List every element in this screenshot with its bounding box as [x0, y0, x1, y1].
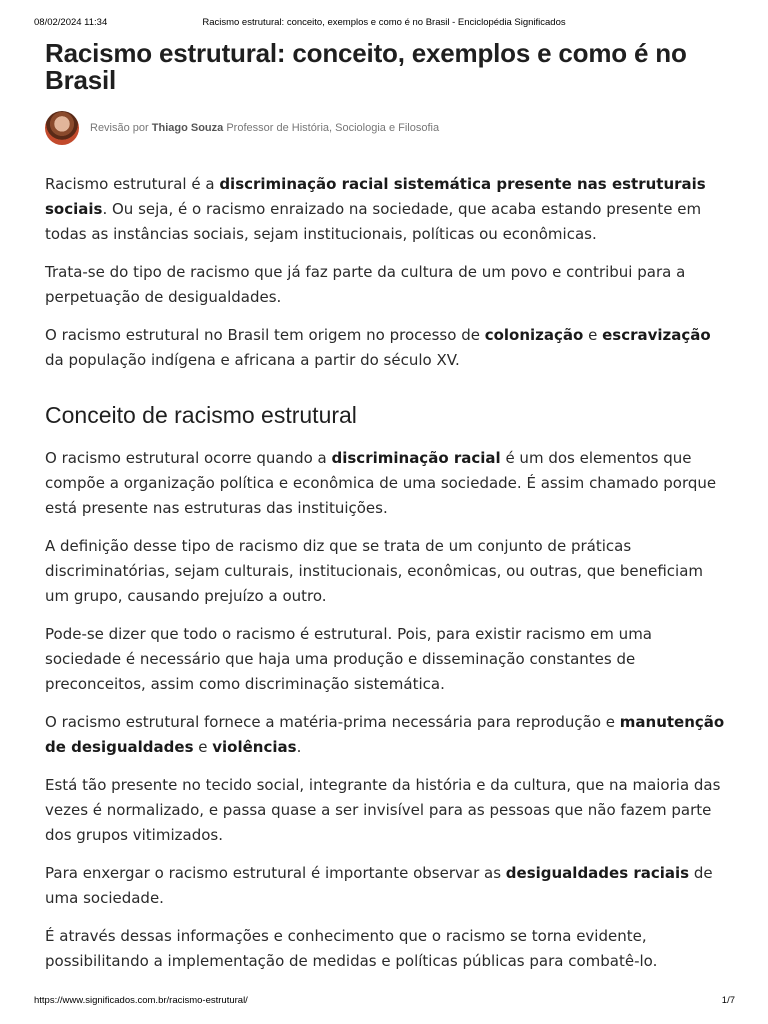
byline [45, 111, 730, 145]
paragraph: Racismo estrutural é a discriminação racial sistemática presente nas estruturais sociais. Ou seja, é o racismo enraizado na sociedade, que acaba estando presente em todas as instâncias sociais, sejam institucionais, políticas ou econômicas. [45, 175, 706, 243]
print-url: https://www.significados.com.br/racismo-estrutural/ [34, 995, 248, 1006]
article [45, 40, 730, 974]
print-date: 08/02/2024 11:34 [34, 17, 108, 28]
page-title: Racismo estrutural: conceito, exemplos e como é no Brasil [45, 38, 687, 95]
paragraph: O racismo estrutural no Brasil tem origem no processo de colonização e escravização da população indígena e africana a partir do século XV. [45, 326, 711, 369]
section-heading: Conceito de racismo estrutural [45, 402, 357, 428]
page-number: 1/7 [721, 995, 735, 1006]
paragraph: Para enxergar o racismo estrutural é importante observar as desigualdades raciais de uma sociedade. [45, 864, 713, 907]
article-body [45, 172, 730, 974]
paragraph: Está tão presente no tecido social, integrante da história e da cultura, que na maioria das vezes é normalizado, e passa quase a ser invisível para as pessoas que não fazem parte dos grupos vitimizados. [45, 776, 721, 844]
byline-prefix: Revisão por [90, 122, 149, 134]
paragraph: É através dessas informações e conhecimento que o racismo se torna evidente, possibilitando a implementação de medidas e políticas públicas para combatê-lo. [45, 927, 658, 970]
paragraph: O racismo estrutural fornece a matéria-prima necessária para reprodução e manutenção de desigualdades e violências. [45, 713, 725, 756]
author-avatar[interactable] [45, 111, 79, 145]
paragraph: O racismo estrutural ocorre quando a discriminação racial é um dos elementos que compõe a organização política e econômica de uma sociedade. É assim chamado porque está presente nas estruturas das instituições. [45, 449, 717, 517]
paragraph: Trata-se do tipo de racismo que já faz parte da cultura de um povo e contribui para a perpetuação de desigualdades. [45, 263, 686, 306]
byline-text [90, 122, 439, 134]
paragraph: A definição desse tipo de racismo diz que se trata de um conjunto de práticas discriminatórias, sejam culturais, institucionais, econômicas, ou outras, que beneficiam um grupo, causando prejuízo a outro. [45, 537, 704, 605]
print-document-title: Racismo estrutural: conceito, exemplos e como é no Brasil - Enciclopédia Significados [202, 17, 566, 28]
print-header [0, 17, 768, 31]
author-name-link[interactable]: Thiago Souza [151, 122, 224, 134]
paragraph: Pode-se dizer que todo o racismo é estrutural. Pois, para existir racismo em uma sociedade é necessário que haja uma produção e disseminação constantes de preconceitos, assim como discriminação sistemática. [45, 625, 652, 693]
author-role: Professor de História, Sociologia e Filosofia [226, 122, 440, 134]
